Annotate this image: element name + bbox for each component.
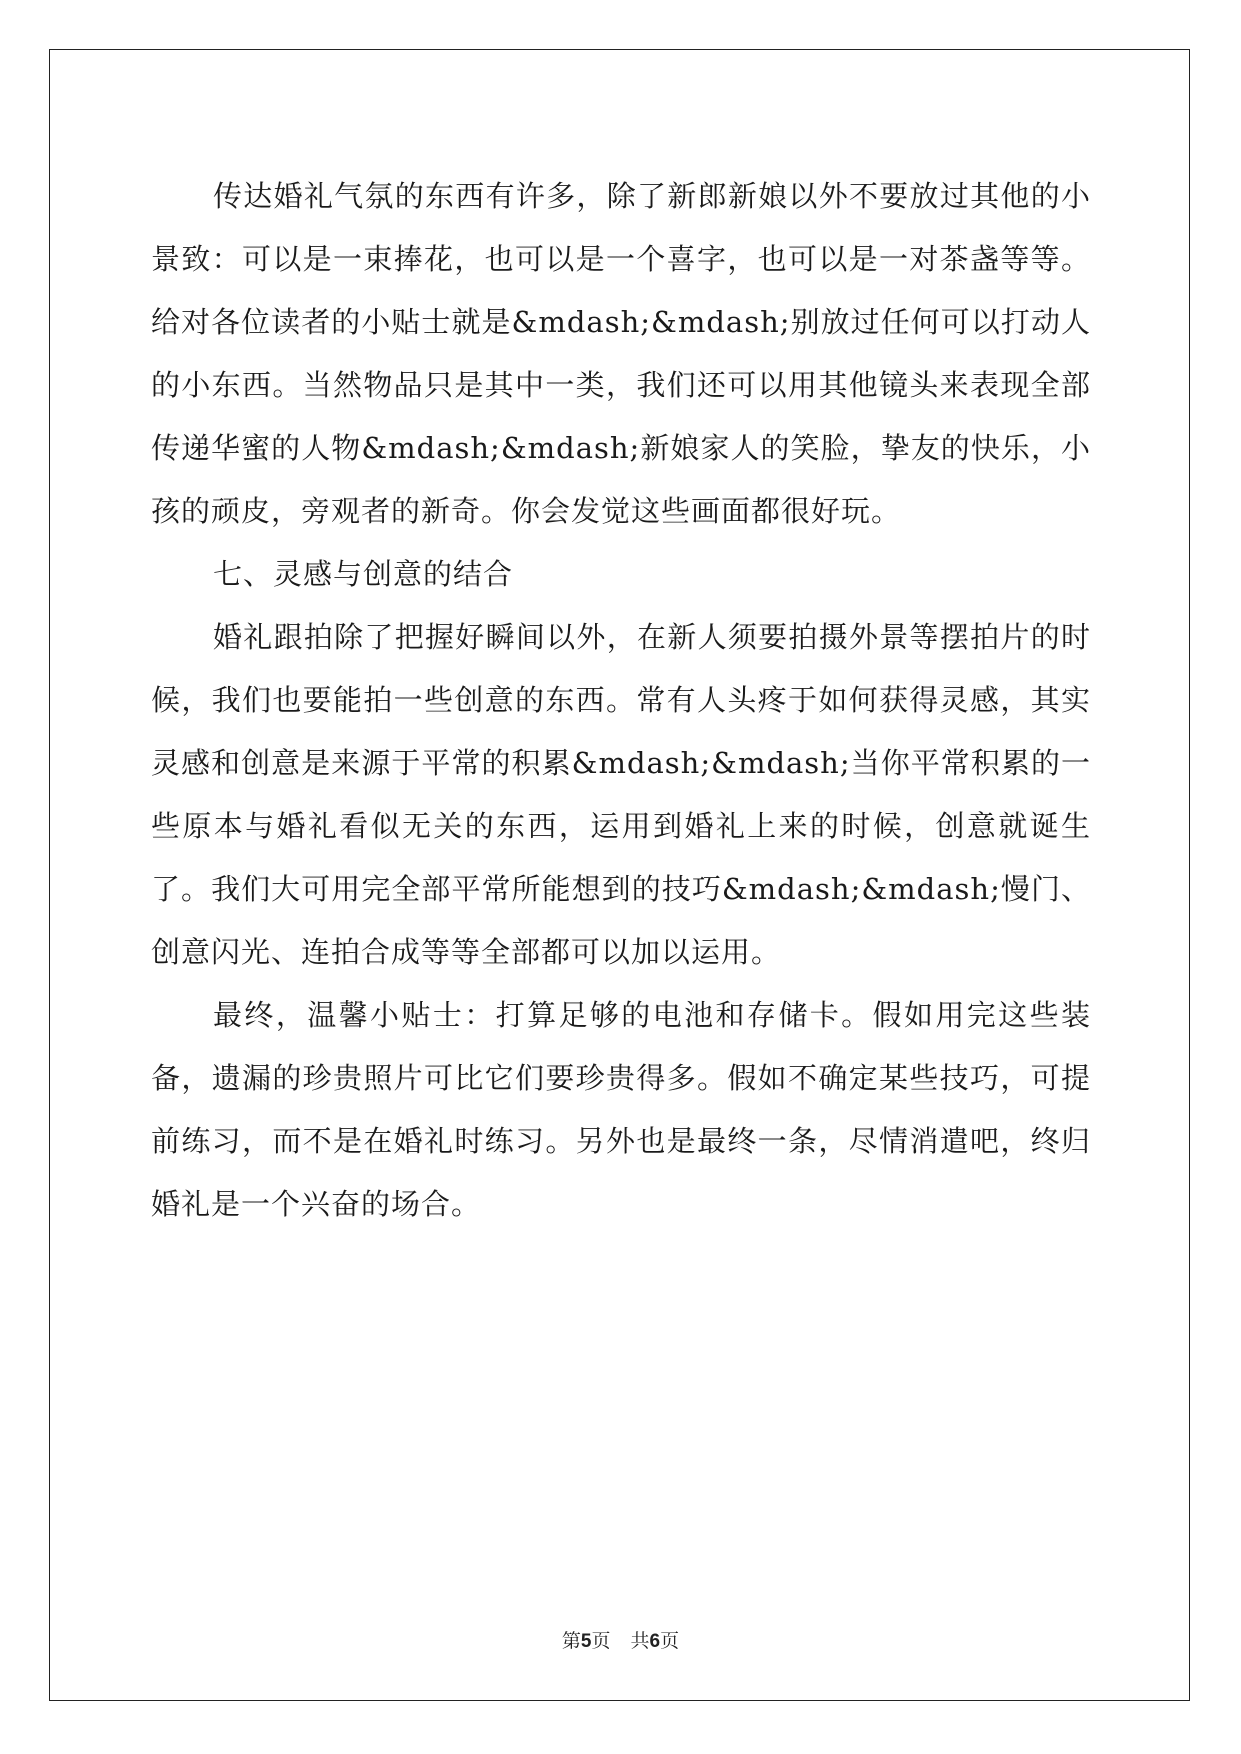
page-number-suffix: 页 bbox=[591, 1630, 611, 1652]
page-number-prefix: 第 bbox=[561, 1630, 581, 1652]
paragraph-final-tips: 最终，温馨小贴士：打算足够的电池和存储卡。假如用完这些装备，遗漏的珍贵照片可比它们要珍贵得多。假如不确定某些技巧，可提前练习，而不是在婚礼时练习。另外也是最终一条，尽情消遣吧，终归婚礼是一个兴奋的场合。 bbox=[151, 998, 1091, 1221]
paragraph-wedding-details: 传达婚礼气氛的东西有许多，除了新郎新娘以外不要放过其他的小景致：可以是一束捧花，也可以是一个喜字，也可以是一对茶盏等等。给对各位读者的小贴士就是&mdash;&mdash;别放过任何可以打动人的小东西。当然物品只是其中一类，我们还可以用其他镜头来表现全部传递华蜜的人物&mdash;&mdash;新娘家人的笑脸，挚友的快乐，小孩的顽皮，旁观者的新奇。你会发觉这些画面都很好玩。 bbox=[151, 179, 1091, 528]
current-page-number: 5 bbox=[580, 1631, 592, 1652]
section-heading-inspiration: 七、灵感与创意的结合 bbox=[213, 557, 514, 591]
paragraph-creativity: 婚礼跟拍除了把握好瞬间以外，在新人须要拍摄外景等摆拍片的时候，我们也要能拍一些创意的东西。常有人头疼于如何获得灵感，其实灵感和创意是来源于平常的积累&mdash;&mdash;当你平常积累的一些原本与婚礼看似无关的东西，运用到婚礼上来的时候，创意就诞生了。我们大可用完全部平常所能想到的技巧&mdash;&mdash;慢门、创意闪光、连拍合成等等全部都可以加以运用。 bbox=[151, 620, 1091, 969]
total-pages-prefix: 共 bbox=[630, 1630, 650, 1652]
total-page-count: 6 bbox=[649, 1631, 661, 1652]
total-pages-suffix: 页 bbox=[660, 1630, 680, 1652]
document-body bbox=[151, 165, 1091, 1236]
page-footer bbox=[0, 1626, 1241, 1653]
